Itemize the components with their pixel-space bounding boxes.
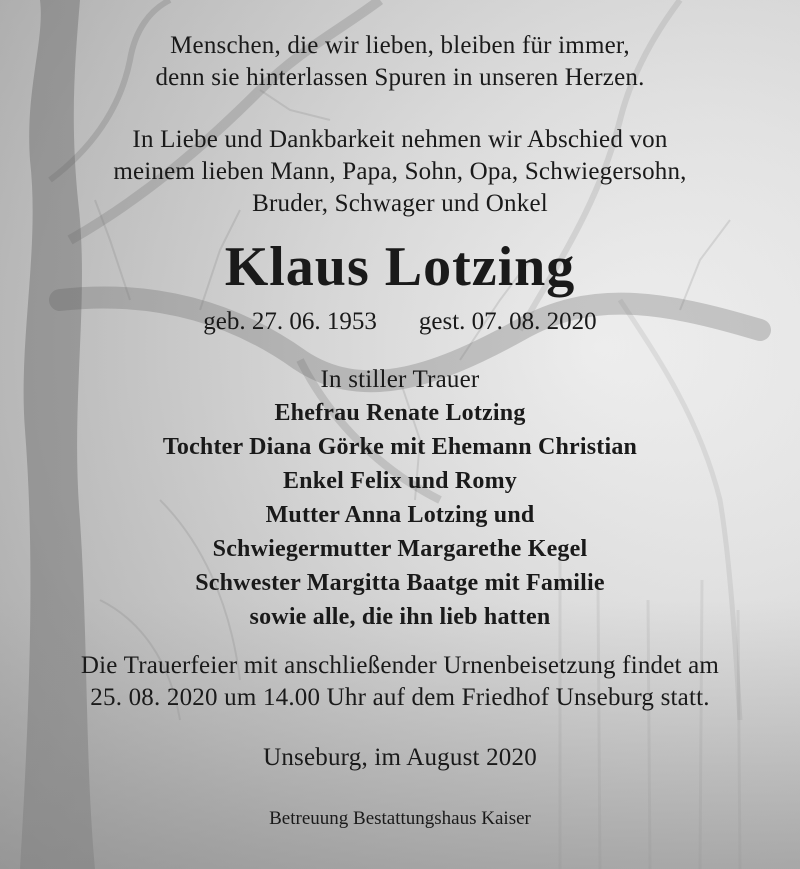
mourner-item: sowie alle, die ihn lieb hatten <box>249 604 551 630</box>
life-dates <box>0 306 800 338</box>
mourners-heading: In stiller Trauer <box>320 366 480 393</box>
death-date: gest. 07. 08. 2020 <box>418 308 597 335</box>
mourner-item: Enkel Felix und Romy <box>282 468 518 494</box>
care-line: Betreuung Bestattungshaus Kaiser <box>269 808 531 829</box>
intro-quote <box>0 30 800 94</box>
place-and-date <box>0 742 800 774</box>
intro-line-2: denn sie hinterlassen Spuren in unseren Herzen. <box>155 64 645 91</box>
deceased-name: Klaus Lotzing <box>224 236 576 298</box>
mourner-item: Mutter Anna Lotzing und <box>265 502 535 528</box>
funeral-info <box>0 650 800 714</box>
deceased-name-block <box>0 235 800 299</box>
farewell-text <box>0 124 800 220</box>
farewell-line-2: meinem lieben Mann, Papa, Sohn, Opa, Schwiegersohn, <box>113 158 687 185</box>
birth-date: geb. 27. 06. 1953 <box>203 308 377 335</box>
mourner-item: Schwester Margitta Baatge mit Familie <box>195 570 605 596</box>
funeral-home-credit <box>0 806 800 832</box>
mourner-item: Schwiegermutter Margarethe Kegel <box>212 536 588 562</box>
mourner-item: Tochter Diana Görke mit Ehemann Christian <box>162 434 638 460</box>
farewell-line-3: Bruder, Schwager und Onkel <box>252 190 548 217</box>
mourner-item: Ehefrau Renate Lotzing <box>274 400 526 426</box>
farewell-line-1: In Liebe und Dankbarkeit nehmen wir Abschied von <box>132 126 668 153</box>
funeral-line-2: 25. 08. 2020 um 14.00 Uhr auf dem Friedhof Unseburg statt. <box>90 684 710 711</box>
intro-line-1: Menschen, die wir lieben, bleiben für immer, <box>170 32 630 59</box>
mourners-list <box>0 364 800 634</box>
funeral-line-1: Die Trauerfeier mit anschließender Urnenbeisetzung findet am <box>80 652 720 679</box>
place-date-line: Unseburg, im August 2020 <box>263 744 537 771</box>
